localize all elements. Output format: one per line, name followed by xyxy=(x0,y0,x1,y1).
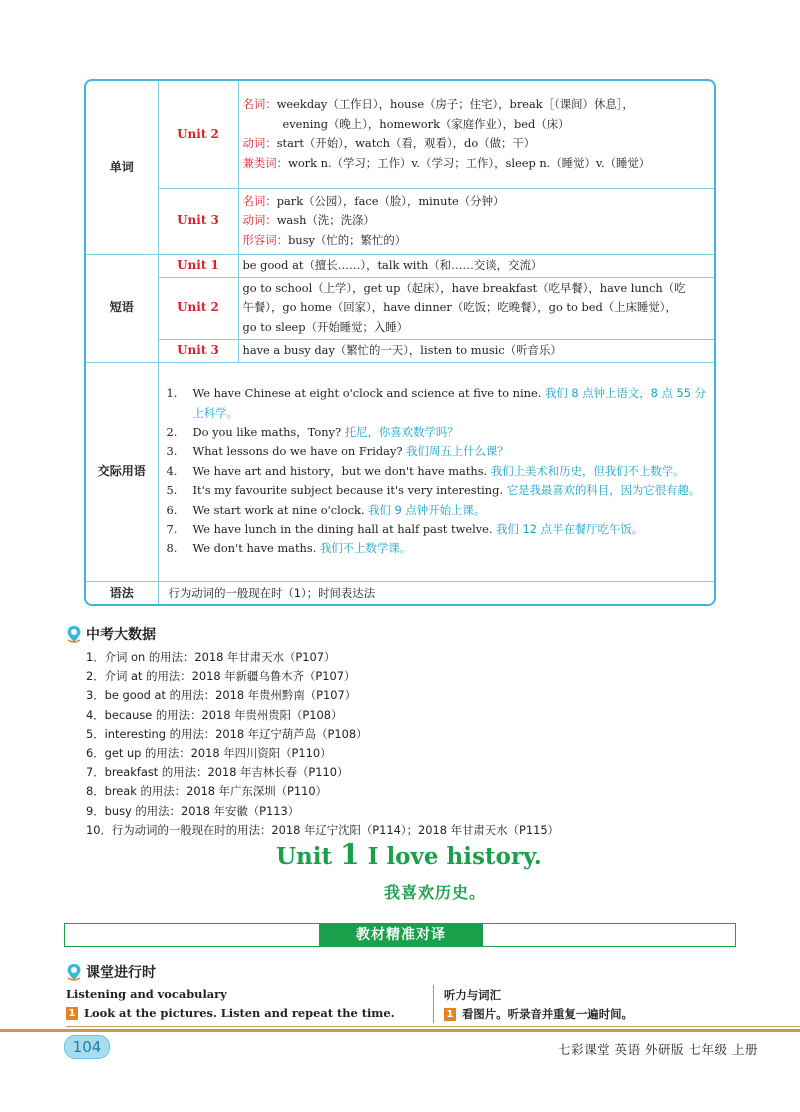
class-heading-text: 课堂进行时 xyxy=(86,965,156,981)
vocab-unit2-multi: work n.（学习；工作）v.（学习；工作），sleep n.（睡觉）v.（睡觉） xyxy=(288,155,651,170)
pos-adj: 形容词： xyxy=(242,232,289,247)
vocab-unit2-nouns-cont: evening（晚上），homework（家庭作业），bed（床） xyxy=(282,116,570,131)
listening-heading-cn: 听力与词汇 xyxy=(444,988,501,1002)
section-title: 教材精准对译 xyxy=(319,923,483,947)
location-pin-icon xyxy=(66,625,82,643)
pos-multi: 兼类词： xyxy=(242,155,289,170)
vocab-unit2-content xyxy=(238,81,714,188)
section-bar xyxy=(64,923,736,947)
exam-item: 6．get up 的用法：2018 年四川资阳（P110） xyxy=(86,746,332,761)
exam-item: 10．行为动词的一般现在时的用法：2018 年辽宁沈阳（P114）；2018 年甘肃天水（P115） xyxy=(86,822,559,837)
phrases-unit1-label: Unit 1 xyxy=(158,254,238,277)
grammar-content: 行为动词的一般现在时（1）；时间表达法 xyxy=(158,581,714,605)
exam-list xyxy=(86,648,559,840)
exam-item: 9．busy 的用法：2018 年安徽（P113） xyxy=(86,803,300,818)
exercise-text-cn: 看图片。听录音并重复一遍时间。 xyxy=(462,1007,633,1021)
exam-item: 3．be good at 的用法：2018 年贵州黔南（P107） xyxy=(86,688,357,703)
phrases-unit2-content xyxy=(238,277,714,339)
column-divider xyxy=(433,985,434,1023)
vocab-unit3-verbs: wash（洗；洗涤） xyxy=(276,213,375,228)
pos-verb: 动词： xyxy=(242,213,277,228)
phrases-unit1-content: be good at（擅长……），talk with（和……交谈，交流） xyxy=(238,254,714,277)
phrases-unit3-label: Unit 3 xyxy=(158,339,238,362)
exercise-cn xyxy=(444,1006,633,1022)
pos-verb: 动词： xyxy=(242,136,277,151)
unit-title xyxy=(276,838,542,871)
book-info: 七彩课堂 英语 外研版 七年级 上册 xyxy=(558,1042,758,1057)
exam-item: 4．because 的用法：2018 年贵州贵阳（P108） xyxy=(86,707,343,722)
dialogue-item: 6. We start work at nine o'clock. 我们 9 点钟开始上课。 xyxy=(166,502,486,517)
exam-item: 7．breakfast 的用法：2018 年吉林长春（P110） xyxy=(86,765,349,780)
phrases-unit2-line3: go to sleep（开始睡觉；入睡） xyxy=(242,319,409,334)
dialogue-label: 交际用语 xyxy=(86,362,158,581)
exam-item: 5．interesting 的用法：2018 年辽宁葫芦岛（P108） xyxy=(86,726,368,741)
vocab-label: 单词 xyxy=(86,81,158,254)
dialogue-item: 7. We have lunch in the dining hall at half past twelve. 我们 12 点半在餐厅吃午饭。 xyxy=(166,522,644,537)
dialogue-content xyxy=(158,362,714,581)
exam-heading-text: 中考大数据 xyxy=(86,627,156,643)
phrases-unit2-line2: 午餐），go home（回家），have dinner（吃饭；吃晚餐），go to bed（上床睡觉）， xyxy=(242,300,677,315)
vocab-unit2-nouns: weekday（工作日），house（房子；住宅），break［（课间）休息］， xyxy=(276,97,634,112)
pos-noun: 名词： xyxy=(242,193,277,208)
listening-heading: Listening and vocabulary xyxy=(66,987,227,1001)
phrases-unit2-label: Unit 2 xyxy=(158,277,238,339)
exercise-en xyxy=(66,1006,395,1020)
exam-item: 2．介词 at 的用法：2018 年新疆乌鲁木齐（P107） xyxy=(86,669,356,684)
vocab-unit2-label: Unit 2 xyxy=(158,81,238,188)
class-heading xyxy=(66,962,156,982)
footer-line xyxy=(66,1026,800,1027)
exercise-number-badge: 1 xyxy=(66,1007,78,1020)
grammar-label: 语法 xyxy=(86,581,158,605)
exam-item: 8．break 的用法：2018 年广东深圳（P110） xyxy=(86,784,328,799)
pos-noun: 名词： xyxy=(242,97,277,112)
footer-bar xyxy=(0,1029,800,1032)
dialogue-item: 4. We have art and history，but we don't have maths. 我们上美术和历史，但我们不上数学。 xyxy=(166,463,685,478)
vocab-unit3-content xyxy=(238,188,714,254)
unit-number: 1 xyxy=(340,838,360,871)
unit-title-text: I love history. xyxy=(367,843,542,870)
exam-heading xyxy=(66,624,156,644)
vocab-unit3-nouns: park（公园），face（脸），minute（分钟） xyxy=(276,193,505,208)
vocab-unit3-adjs: busy（忙的；繁忙的） xyxy=(288,232,407,247)
exam-item: 1．介词 on 的用法：2018 年甘肃天水（P107） xyxy=(86,650,336,664)
unit-word: Unit xyxy=(276,843,333,870)
vocab-unit2-verbs: start（开始），watch（看，观看），do（做；干） xyxy=(276,136,536,151)
exercise-number-badge: 1 xyxy=(444,1008,456,1021)
dialogue-item: 3. What lessons do we have on Friday? 我们周五上什么课？ xyxy=(166,444,509,459)
dialogue-item: 5. It's my favourite subject because it's very interesting. 它是我最喜欢的科目，因为它很有趣。 xyxy=(166,483,701,498)
phrases-unit2-line1: go to school（上学），get up（起床），have breakfast（吃早餐），have lunch（吃 xyxy=(242,280,686,295)
dialogue-item: 8. We don't have maths. 我们不上数学课。 xyxy=(166,541,412,556)
vocab-unit3-label: Unit 3 xyxy=(158,188,238,254)
phrases-unit3-content: have a busy day（繁忙的一天），listen to music（听音乐） xyxy=(238,339,714,362)
summary-table xyxy=(84,79,716,606)
unit-subtitle: 我喜欢历史。 xyxy=(384,883,487,902)
page-number: 104 xyxy=(64,1035,110,1059)
dialogue-item: 2. Do you like maths，Tony? 托尼，你喜欢数学吗？ xyxy=(166,424,459,439)
location-pin-icon xyxy=(66,963,82,981)
dialogue-item: 1. We have Chinese at eight o'clock and science at five to nine. 我们 8 点钟上语文，8 点 55 分上科学。 xyxy=(166,386,706,420)
phrases-label: 短语 xyxy=(86,254,158,362)
exercise-text-en: Look at the pictures. Listen and repeat the time. xyxy=(84,1006,395,1020)
